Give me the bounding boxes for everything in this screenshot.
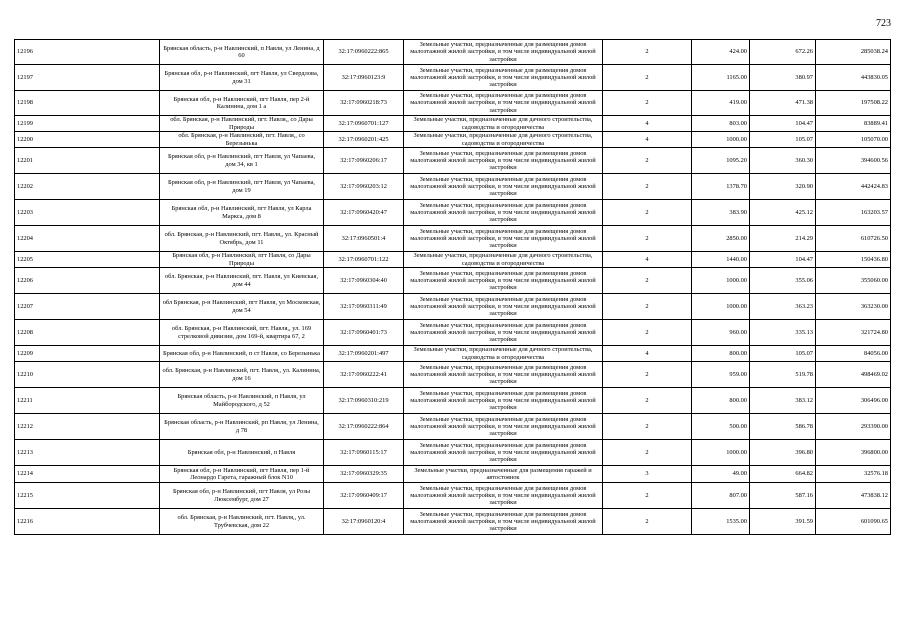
area-cell: 49.00 <box>692 466 750 483</box>
cadastral-number-cell: 32:17:0960201:425 <box>324 132 404 148</box>
cadastral-number-cell: 32:17:0960401:73 <box>324 320 404 346</box>
specific-value-cell: 104.47 <box>750 252 816 268</box>
address-cell: обл. Брянская, р-н Навлинский, пгт. Навля, ул Киевская, дом 44 <box>160 268 324 294</box>
address-cell: Брянская область, р-н Навлинский, рп Навля, ул Ленина, д 78 <box>160 414 324 440</box>
table-row <box>15 91 891 116</box>
address-cell: обл. Брянская, р-н Навлинский, пгт. Навля,, со Дары Природы <box>160 116 324 132</box>
row-number: 12202 <box>15 174 160 200</box>
area-cell: 1000.00 <box>692 268 750 294</box>
cadastral-value-cell: 355060.00 <box>816 268 891 294</box>
area-cell: 803.00 <box>692 116 750 132</box>
specific-value-cell: 355.06 <box>750 268 816 294</box>
cadastral-number-cell: 32:17:0960203:12 <box>324 174 404 200</box>
area-cell: 1000.00 <box>692 440 750 466</box>
area-cell: 1535.00 <box>692 509 750 535</box>
address-cell: Брянская область, р-н Навлинский, п Навля, ул Майбородского, д 52 <box>160 388 324 414</box>
cadastral-value-cell: 285038.24 <box>816 40 891 65</box>
cadastral-number-cell: 32:17:0960201:497 <box>324 346 404 362</box>
group-number-cell: 2 <box>603 226 692 252</box>
cadastral-number-cell: 32:17:0960115:17 <box>324 440 404 466</box>
table-row <box>15 346 891 362</box>
cadastral-number-cell: 32:17:0960501:4 <box>324 226 404 252</box>
cadastral-value-cell: 306496.00 <box>816 388 891 414</box>
group-number-cell: 2 <box>603 414 692 440</box>
area-cell: 1095.20 <box>692 148 750 174</box>
table-row <box>15 414 891 440</box>
group-number-cell: 4 <box>603 132 692 148</box>
cadastral-value-cell: 150436.80 <box>816 252 891 268</box>
area-cell: 424.00 <box>692 40 750 65</box>
area-cell: 800.00 <box>692 346 750 362</box>
row-number: 12209 <box>15 346 160 362</box>
area-cell: 1000.00 <box>692 294 750 320</box>
address-cell: Брянская обл, р-н Навлинский, пгт Навля, со Дары Природы <box>160 252 324 268</box>
group-number-cell: 2 <box>603 200 692 226</box>
land-registry-table <box>14 39 891 535</box>
specific-value-cell: 587.16 <box>750 483 816 509</box>
group-number-cell: 2 <box>603 65 692 91</box>
address-cell: обл. Брянская, р-н Навлинский, пгт. Навля,, со Березынька <box>160 132 324 148</box>
address-cell: обл. Брянская, р-н Навлинский, пгт. Навля,, ул. 169 стрелковой дивизии, дом 169-й, квартира 67, 2 <box>160 320 324 346</box>
cadastral-value-cell: 610726.50 <box>816 226 891 252</box>
specific-value-cell: 396.80 <box>750 440 816 466</box>
row-number: 12212 <box>15 414 160 440</box>
cadastral-number-cell: 32:17:0960701:127 <box>324 116 404 132</box>
row-number: 12213 <box>15 440 160 466</box>
address-cell: Брянская обл, р-н Навлинский, пгт Навля, пер 2-й Калинина, дом 1 а <box>160 91 324 116</box>
cadastral-value-cell: 321724.80 <box>816 320 891 346</box>
specific-value-cell: 471.38 <box>750 91 816 116</box>
group-number-cell: 2 <box>603 148 692 174</box>
address-cell: обл. Брянская, р-н Навлинский, пгт. Навля,, ул. Трубчевская, дом 22 <box>160 509 324 535</box>
land-use-cell: Земельные участки, предназначенные для размещения домов малоэтажной жилой застройки, в том числе индивидуальной жилой застройки <box>404 40 603 65</box>
cadastral-number-cell: 32:17:0960222:41 <box>324 362 404 388</box>
specific-value-cell: 214.29 <box>750 226 816 252</box>
area-cell: 1165.00 <box>692 65 750 91</box>
land-use-cell: Земельные участки, предназначенные для размещения домов малоэтажной жилой застройки, в том числе индивидуальной жилой застройки <box>404 65 603 91</box>
specific-value-cell: 360.30 <box>750 148 816 174</box>
table-row <box>15 252 891 268</box>
cadastral-value-cell: 84056.00 <box>816 346 891 362</box>
land-use-cell: Земельные участки, предназначенные для размещения домов малоэтажной жилой застройки, в том числе индивидуальной жилой застройки <box>404 294 603 320</box>
row-number: 12216 <box>15 509 160 535</box>
page-number: 723 <box>876 18 891 29</box>
address-cell: обл. Брянская, р-н Навлинский, пгт. Навля,, ул. Красный Октябрь, дом 11 <box>160 226 324 252</box>
group-number-cell: 2 <box>603 388 692 414</box>
table-row <box>15 440 891 466</box>
row-number: 12206 <box>15 268 160 294</box>
table-row <box>15 362 891 388</box>
specific-value-cell: 105.07 <box>750 346 816 362</box>
cadastral-value-cell: 105070.00 <box>816 132 891 148</box>
specific-value-cell: 519.78 <box>750 362 816 388</box>
land-use-cell: Земельные участки, предназначенные для дачного строительства, садоводства и огородничества <box>404 132 603 148</box>
row-number: 12203 <box>15 200 160 226</box>
cadastral-value-cell: 443830.05 <box>816 65 891 91</box>
table-row <box>15 148 891 174</box>
group-number-cell: 2 <box>603 362 692 388</box>
specific-value-cell: 664.82 <box>750 466 816 483</box>
land-use-cell: Земельные участки, предназначенные для размещения домов малоэтажной жилой застройки, в том числе индивидуальной жилой застройки <box>404 226 603 252</box>
cadastral-value-cell: 601090.65 <box>816 509 891 535</box>
area-cell: 1440.00 <box>692 252 750 268</box>
table-row <box>15 466 891 483</box>
row-number: 12215 <box>15 483 160 509</box>
cadastral-number-cell: 32:17:0960123:9 <box>324 65 404 91</box>
land-use-cell: Земельные участки, предназначенные для размещения домов малоэтажной жилой застройки, в том числе индивидуальной жилой застройки <box>404 440 603 466</box>
cadastral-number-cell: 32:17:0960222:865 <box>324 40 404 65</box>
row-number: 12196 <box>15 40 160 65</box>
land-use-cell: Земельные участки, предназначенные для размещения домов малоэтажной жилой застройки, в том числе индивидуальной жилой застройки <box>404 362 603 388</box>
land-use-cell: Земельные участки, предназначенные для размещения домов малоэтажной жилой застройки, в том числе индивидуальной жилой застройки <box>404 414 603 440</box>
cadastral-value-cell: 442424.83 <box>816 174 891 200</box>
land-use-cell: Земельные участки, предназначенные для размещения домов малоэтажной жилой застройки, в том числе индивидуальной жилой застройки <box>404 320 603 346</box>
cadastral-value-cell: 293390.00 <box>816 414 891 440</box>
cadastral-number-cell: 32:17:0960310:219 <box>324 388 404 414</box>
table-row <box>15 388 891 414</box>
specific-value-cell: 105.07 <box>750 132 816 148</box>
table-row <box>15 294 891 320</box>
group-number-cell: 2 <box>603 174 692 200</box>
specific-value-cell: 380.97 <box>750 65 816 91</box>
land-use-cell: Земельные участки, предназначенные для размещения домов малоэтажной жилой застройки, в том числе индивидуальной жилой застройки <box>404 91 603 116</box>
cadastral-value-cell: 363230.00 <box>816 294 891 320</box>
group-number-cell: 2 <box>603 294 692 320</box>
group-number-cell: 3 <box>603 466 692 483</box>
address-cell: Брянская обл, р-н Навлинский, пгт Навля, ул Карла Маркса, дом 8 <box>160 200 324 226</box>
cadastral-value-cell: 32576.18 <box>816 466 891 483</box>
specific-value-cell: 104.47 <box>750 116 816 132</box>
land-use-cell: Земельные участки, предназначенные для дачного строительства, садоводства и огородничества <box>404 116 603 132</box>
land-use-cell: Земельные участки, предназначенные для размещения домов малоэтажной жилой застройки, в том числе индивидуальной жилой застройки <box>404 483 603 509</box>
area-cell: 500.00 <box>692 414 750 440</box>
address-cell: Брянская обл, р-н Навлинский, пгт Навля, пер 1-й Леонардо Гарета, гаражный блок N10 <box>160 466 324 483</box>
row-number: 12211 <box>15 388 160 414</box>
row-number: 12201 <box>15 148 160 174</box>
land-use-cell: Земельные участки, предназначенные для размещения домов малоэтажной жилой застройки, в том числе индивидуальной жилой застройки <box>404 268 603 294</box>
area-cell: 383.90 <box>692 200 750 226</box>
row-number: 12214 <box>15 466 160 483</box>
land-use-cell: Земельные участки, предназначенные для дачного строительства, садоводства и огородничества <box>404 252 603 268</box>
specific-value-cell: 335.13 <box>750 320 816 346</box>
land-use-cell: Земельные участки, предназначенные для размещения домов малоэтажной жилой застройки, в том числе индивидуальной жилой застройки <box>404 174 603 200</box>
group-number-cell: 2 <box>603 268 692 294</box>
area-cell: 800.00 <box>692 388 750 414</box>
cadastral-number-cell: 32:17:0960409:17 <box>324 483 404 509</box>
group-number-cell: 2 <box>603 320 692 346</box>
cadastral-value-cell: 394600.56 <box>816 148 891 174</box>
cadastral-value-cell: 473838.12 <box>816 483 891 509</box>
cadastral-number-cell: 32:17:0960218:73 <box>324 91 404 116</box>
address-cell: Брянская обл, р-н Навлинский, пгт Навля, ул Чапаева, дом 34, кв 1 <box>160 148 324 174</box>
group-number-cell: 4 <box>603 116 692 132</box>
group-number-cell: 2 <box>603 440 692 466</box>
area-cell: 960.00 <box>692 320 750 346</box>
address-cell: Брянская обл, р-н Навлинский, пгт Навля, ул Розы Люксембург, дом 27 <box>160 483 324 509</box>
address-cell: Брянская область, р-н Навлинский, п Навля, ул Ленина, д 60 <box>160 40 324 65</box>
cadastral-number-cell: 32:17:0960311:49 <box>324 294 404 320</box>
cadastral-value-cell: 498469.02 <box>816 362 891 388</box>
cadastral-number-cell: 32:17:0960701:122 <box>324 252 404 268</box>
cadastral-number-cell: 32:17:0960206:17 <box>324 148 404 174</box>
land-use-cell: Земельные участки, предназначенные для размещения домов малоэтажной жилой застройки, в том числе индивидуальной жилой застройки <box>404 200 603 226</box>
table-row <box>15 226 891 252</box>
cadastral-number-cell: 32:17:0960222:864 <box>324 414 404 440</box>
address-cell: обл Брянская, р-н Навлинский, пгт Навля, ул Московская, дом 54 <box>160 294 324 320</box>
specific-value-cell: 391.59 <box>750 509 816 535</box>
area-cell: 419.00 <box>692 91 750 116</box>
cadastral-number-cell: 32:17:0960304:40 <box>324 268 404 294</box>
row-number: 12200 <box>15 132 160 148</box>
specific-value-cell: 425.12 <box>750 200 816 226</box>
table-row <box>15 116 891 132</box>
cadastral-value-cell: 163203.57 <box>816 200 891 226</box>
land-use-cell: Земельные участки, предназначенные для размещения домов малоэтажной жилой застройки, в том числе индивидуальной жилой застройки <box>404 148 603 174</box>
group-number-cell: 2 <box>603 91 692 116</box>
table-row <box>15 509 891 535</box>
table-row <box>15 65 891 91</box>
area-cell: 2850.00 <box>692 226 750 252</box>
cadastral-value-cell: 83889.41 <box>816 116 891 132</box>
area-cell: 1378.70 <box>692 174 750 200</box>
land-use-cell: Земельные участки, предназначенные для размещения домов малоэтажной жилой застройки, в том числе индивидуальной жилой застройки <box>404 509 603 535</box>
table-row <box>15 40 891 65</box>
row-number: 12205 <box>15 252 160 268</box>
row-number: 12210 <box>15 362 160 388</box>
cadastral-value-cell: 197508.22 <box>816 91 891 116</box>
row-number: 12204 <box>15 226 160 252</box>
specific-value-cell: 383.12 <box>750 388 816 414</box>
row-number: 12208 <box>15 320 160 346</box>
table-row <box>15 483 891 509</box>
row-number: 12207 <box>15 294 160 320</box>
address-cell: Брянская обл, р-н Навлинский, пгт Навля, ул Свердлова, дом 31 <box>160 65 324 91</box>
specific-value-cell: 320.90 <box>750 174 816 200</box>
table-row <box>15 200 891 226</box>
area-cell: 807.00 <box>692 483 750 509</box>
cadastral-value-cell: 396800.00 <box>816 440 891 466</box>
table-row <box>15 132 891 148</box>
group-number-cell: 2 <box>603 483 692 509</box>
land-use-cell: Земельные участки, предназначенные для размещения домов малоэтажной жилой застройки, в том числе индивидуальной жилой застройки <box>404 388 603 414</box>
row-number: 12199 <box>15 116 160 132</box>
group-number-cell: 2 <box>603 509 692 535</box>
group-number-cell: 2 <box>603 40 692 65</box>
group-number-cell: 4 <box>603 346 692 362</box>
specific-value-cell: 586.78 <box>750 414 816 440</box>
row-number: 12197 <box>15 65 160 91</box>
address-cell: Брянская обл, р-н Навлинский, п Навля <box>160 440 324 466</box>
group-number-cell: 4 <box>603 252 692 268</box>
table-body <box>15 40 891 535</box>
row-number: 12198 <box>15 91 160 116</box>
address-cell: Брянская обл, р-н Навлинский, п ст Навля, со Березынька <box>160 346 324 362</box>
land-use-cell: Земельные участки, предназначенные для дачного строительства, садоводства и огородничества <box>404 346 603 362</box>
cadastral-number-cell: 32:17:0960329:35 <box>324 466 404 483</box>
table-row <box>15 268 891 294</box>
cadastral-number-cell: 32:17:0960120:4 <box>324 509 404 535</box>
area-cell: 1000.00 <box>692 132 750 148</box>
address-cell: Брянская обл, р-н Навлинский, пгт Навля, ул Чапаева, дом 19 <box>160 174 324 200</box>
table-row <box>15 174 891 200</box>
area-cell: 959.00 <box>692 362 750 388</box>
land-use-cell: Земельные участки, предназначенные для размещения гаражей и автостоянок <box>404 466 603 483</box>
cadastral-number-cell: 32:17:0960420:47 <box>324 200 404 226</box>
table-row <box>15 320 891 346</box>
specific-value-cell: 363.23 <box>750 294 816 320</box>
address-cell: обл. Брянская, р-н Навлинский, пгт. Навля,, ул. Калинина, дом 16 <box>160 362 324 388</box>
specific-value-cell: 672.26 <box>750 40 816 65</box>
